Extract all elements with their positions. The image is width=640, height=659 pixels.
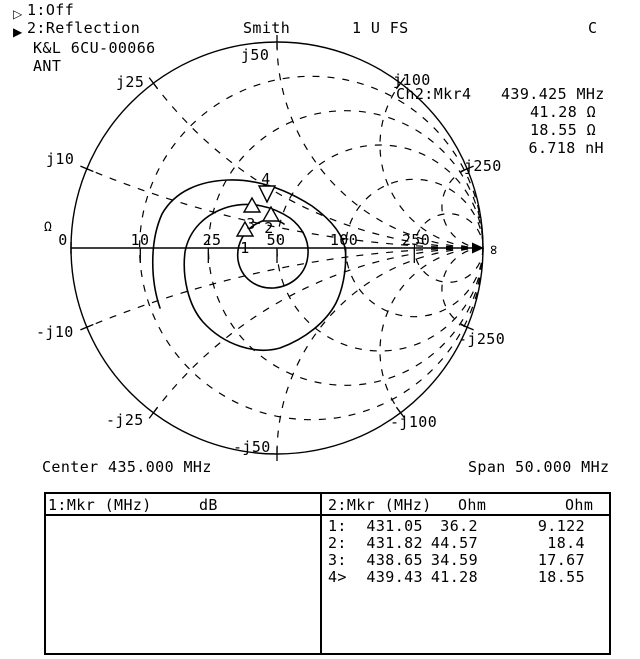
marker-table-row xyxy=(322,517,609,533)
marker-row-frequency: 431.05 xyxy=(366,517,423,535)
marker-row-frequency: 439.43 xyxy=(366,568,423,586)
reactance-arc-j25 xyxy=(153,83,483,248)
marker-row-resistance: 44.57 xyxy=(430,534,478,552)
marker-row-number: 1: xyxy=(328,517,347,535)
reactance-label-mj10: -j10 xyxy=(36,323,74,341)
marker-row-number: 2: xyxy=(328,534,347,552)
marker-1-number: 1 xyxy=(240,239,250,257)
marker-table-2-body xyxy=(322,517,609,584)
marker-4-number: 4 xyxy=(261,170,271,188)
marker-row-reactance: 18.55 xyxy=(537,568,585,586)
format-label: Smith xyxy=(243,19,291,37)
marker-table-row xyxy=(322,551,609,567)
channel-2-arrow-icon: ▶ xyxy=(13,25,23,39)
axis-label-25: 25 xyxy=(202,231,222,249)
reactance-label-mj50: -j50 xyxy=(233,438,271,456)
ohm-axis-symbol: Ω xyxy=(44,220,53,235)
reactance-label-mj100: -j100 xyxy=(390,413,438,431)
axis-label-50: 50 xyxy=(266,231,286,249)
marker-row-reactance: 17.67 xyxy=(537,551,585,569)
axis-label-10: 10 xyxy=(130,231,150,249)
marker-row-resistance: 34.59 xyxy=(430,551,478,569)
marker-readout-frequency: 439.425 MHz xyxy=(501,85,605,103)
center-frequency-label: Center 435.000 MHz xyxy=(42,458,212,476)
marker-table-row xyxy=(322,568,609,584)
reactance-label-j10: j10 xyxy=(46,150,75,168)
marker-row-resistance: 36.2 xyxy=(440,517,478,535)
marker-row-frequency: 431.82 xyxy=(366,534,423,552)
marker-table-2-unit1: Ohm xyxy=(458,496,487,514)
span-label: Span 50.000 MHz xyxy=(468,458,610,476)
marker-table-2-unit2: Ohm xyxy=(565,496,594,514)
reactance-label-j100: j100 xyxy=(393,71,431,89)
marker-row-frequency: 438.65 xyxy=(366,551,423,569)
marker-table-row xyxy=(322,534,609,550)
device-title-line2: ANT xyxy=(33,57,62,75)
axis-label-infinity: ∞ xyxy=(485,245,503,255)
marker-row-reactance: 18.4 xyxy=(547,534,585,552)
marker-3-number: 3 xyxy=(246,215,256,233)
scale-label: 1 U FS xyxy=(352,19,409,37)
marker-2-number: 2 xyxy=(264,219,274,237)
marker-table-1-unit: dB xyxy=(199,496,218,514)
axis-label-100: 100 xyxy=(329,231,359,249)
marker-row-resistance: 41.28 xyxy=(430,568,478,586)
marker-table-channel-2 xyxy=(320,492,611,655)
marker-readout-resistance: 41.28 Ω xyxy=(529,103,596,121)
marker-row-number: 3: xyxy=(328,551,347,569)
marker-row-number: 4> xyxy=(328,568,347,586)
correction-status: C xyxy=(588,19,598,37)
channel-2-label: 2:Reflection xyxy=(27,19,141,37)
reactance-arc-mj50 xyxy=(277,248,483,454)
reactance-label-mj25: -j25 xyxy=(106,411,144,429)
reactance-arc-mj250 xyxy=(442,248,483,327)
axis-label-250: 250 xyxy=(401,231,431,249)
marker-table-channel-1 xyxy=(44,492,322,655)
marker-readout-inductance: 6.718 nH xyxy=(528,139,604,157)
channel-1-label: 1:Off xyxy=(27,1,75,19)
marker-table-1-title: 1:Mkr (MHz) xyxy=(48,496,152,514)
marker-table-2-title: 2:Mkr (MHz) xyxy=(328,496,432,514)
reactance-label-j250: j250 xyxy=(464,157,502,175)
marker-row-reactance: 9.122 xyxy=(537,517,585,535)
device-title-line1: K&L 6CU-00066 xyxy=(33,39,156,57)
marker-table-1-header xyxy=(46,494,320,516)
channel-1-arrow-icon: ▷ xyxy=(13,7,23,21)
reactance-label-mj250: -j250 xyxy=(458,330,506,348)
reactance-label-j50: j50 xyxy=(241,46,270,64)
reactance-arc-mj10 xyxy=(87,248,483,327)
marker-readout-title: Ch2:Mkr4 xyxy=(396,85,472,103)
marker-4-active-triangle xyxy=(259,186,275,202)
axis-label-0: 0 xyxy=(58,231,68,249)
marker-table-2-header xyxy=(322,494,609,516)
marker-readout-reactance: 18.55 Ω xyxy=(529,121,596,139)
reactance-arc-j250 xyxy=(442,169,483,248)
reactance-label-j25: j25 xyxy=(116,73,145,91)
